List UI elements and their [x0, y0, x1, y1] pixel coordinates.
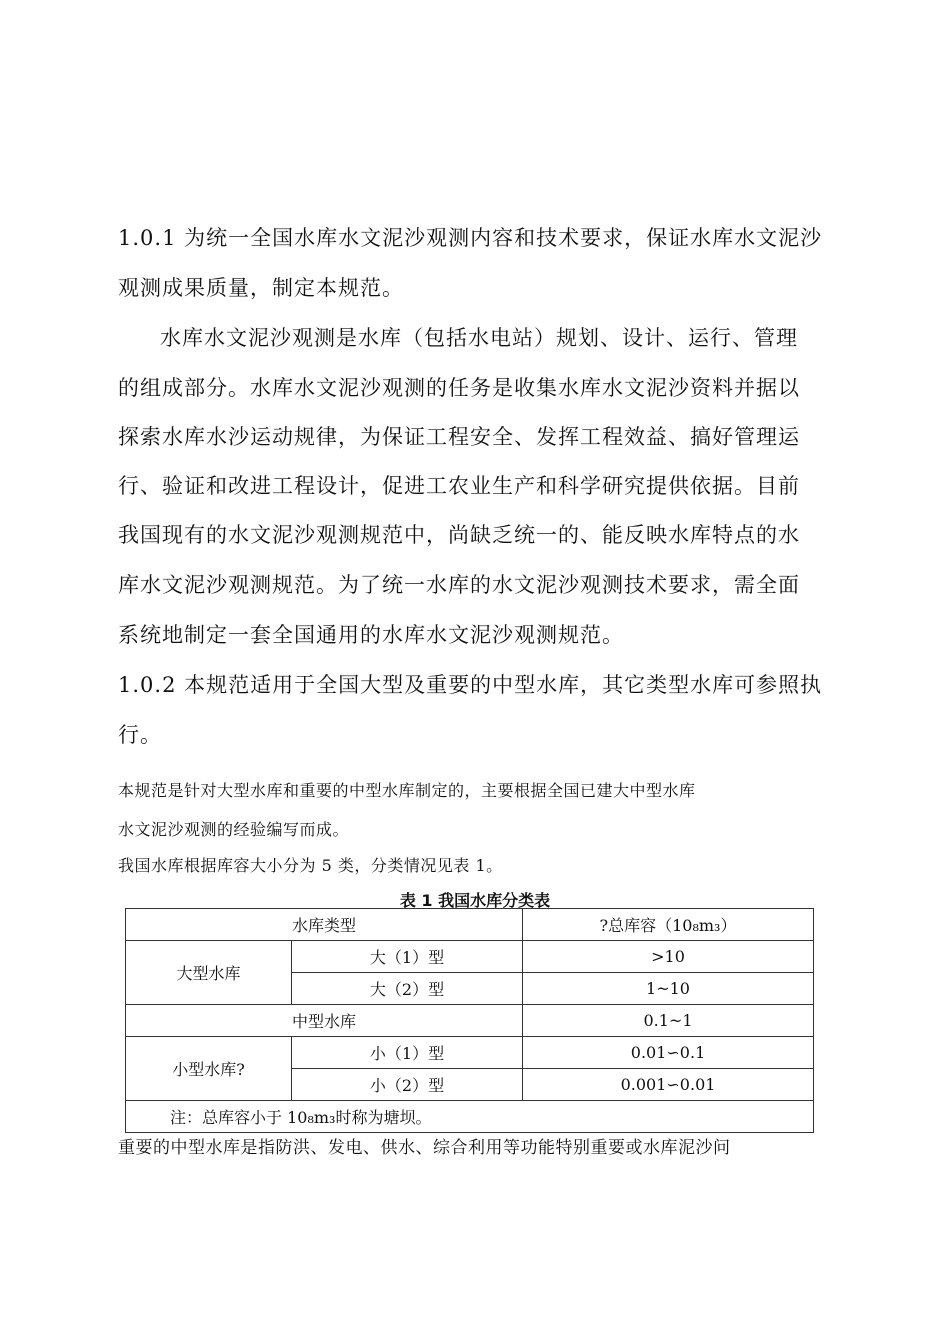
paragraph-line: 行。: [118, 723, 162, 747]
large-1-cell: 大（1）型: [292, 941, 523, 973]
paragraph-line: 系统地制定一套全国通用的水库水文泥沙观测规范。: [118, 623, 624, 647]
note-line: 我国水库根据库容大小分为 5 类，分类情况见表 1。: [118, 856, 503, 875]
table-caption: 表 1 我国水库分类表: [399, 891, 551, 910]
paragraph-line: 水库水文泥沙观测是水库（包括水电站）规划、设计、运行、管理: [160, 326, 798, 350]
table-note-cell: 注：总库容小于 10₈m₃时称为塘坝。: [126, 1101, 814, 1133]
paragraph-line: 1.0.2 本规范适用于全国大型及重要的中型水库，其它类型水库可参照执: [118, 673, 823, 697]
header-capacity-cell: ?总库容（10₈m₃）: [523, 909, 814, 941]
large-reservoir-cell: 大型水库: [126, 941, 292, 1005]
large-2-value-cell: 1~10: [523, 973, 814, 1005]
large-1-value-cell: >10: [523, 941, 814, 973]
footer-text: 重要的中型水库是指防洪、发电、供水、综合利用等功能特别重要或水库泥沙问: [118, 1138, 731, 1158]
paragraph-line: 行、验证和改进工程设计，促进工农业生产和科学研究提供依据。目前: [118, 474, 800, 498]
table-row: [126, 909, 814, 941]
reservoir-classification-table: [125, 908, 814, 1133]
small-2-value-cell: 0.001∽0.01: [523, 1069, 814, 1101]
paragraph-line: 探索水库水沙运动规律，为保证工程安全、发挥工程效益、搞好管理运: [118, 425, 800, 449]
large-2-cell: 大（2）型: [292, 973, 523, 1005]
note-line: 水文泥沙观测的经验编写而成。: [118, 820, 350, 839]
medium-value-cell: 0.1~1: [523, 1005, 814, 1037]
small-1-value-cell: 0.01∽0.1: [523, 1037, 814, 1069]
medium-reservoir-cell: 中型水库: [126, 1005, 523, 1037]
note-line: 本规范是针对大型水库和重要的中型水库制定的，主要根据全国已建大中型水库: [118, 781, 696, 800]
paragraph-line: 的组成部分。水库水文泥沙观测的任务是收集水库水文泥沙资料并据以: [118, 376, 800, 400]
small-2-cell: 小（2）型: [292, 1069, 523, 1101]
paragraph-line: 库水文泥沙观测规范。为了统一水库的水文泥沙观测技术要求，需全面: [118, 573, 800, 597]
paragraph-line: 1.0.1 为统一全国水库水文泥沙观测内容和技术要求，保证水库水文泥沙: [118, 226, 823, 250]
small-reservoir-cell: 小型水库?: [126, 1037, 292, 1101]
table-row: [126, 941, 814, 973]
header-type-cell: 水库类型: [126, 909, 523, 941]
small-1-cell: 小（1）型: [292, 1037, 523, 1069]
paragraph-line: 我国现有的水文泥沙观测规范中，尚缺乏统一的、能反映水库特点的水: [118, 523, 800, 547]
table-row: [126, 1037, 814, 1069]
table-row: [126, 1005, 814, 1037]
table-row: [126, 1101, 814, 1133]
paragraph-line: 观测成果质量，制定本规范。: [118, 276, 404, 300]
